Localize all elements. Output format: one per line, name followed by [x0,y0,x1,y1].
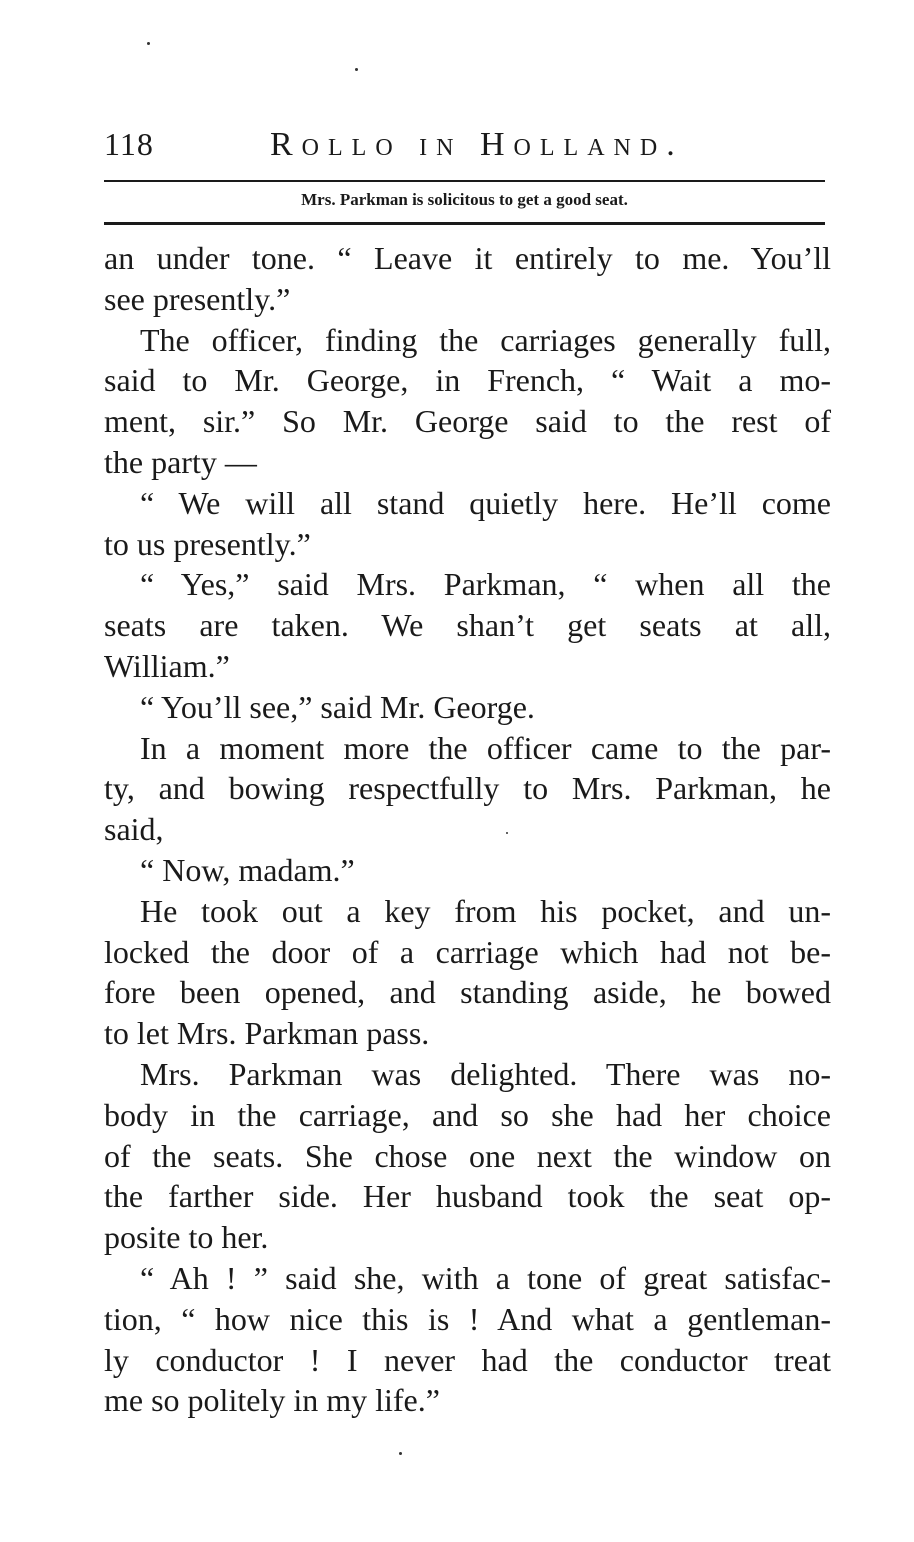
text-line: “ Now, madam.” [140,851,355,888]
page-number: 118 [104,126,154,162]
header-rule-top [104,180,825,182]
text-line: of the seats. She chose one next the window on [104,1137,831,1174]
print-speck [147,42,150,45]
text-line: seats are taken. We shan’t get seats at all, [104,607,831,644]
text-line: posite to her. [104,1219,269,1256]
text-line: tion, “ how nice this is ! And what a gentleman- [104,1300,831,1337]
header-rule-bottom [104,222,825,225]
text-line: said, [104,811,164,848]
text-line: ly conductor ! I never had the conductor treat [104,1341,831,1378]
text-line: the farther side. Her husband took the seat op- [104,1178,831,1215]
text-line: the party — [104,443,257,480]
page-subheading: Mrs. Parkman is solicitous to get a good seat. [301,190,628,209]
text-line: ment, sir.” So Mr. George said to the rest of [104,403,831,440]
running-head [104,126,824,166]
text-line: see presently.” [104,280,291,317]
text-line: to let Mrs. Parkman pass. [104,1015,430,1052]
print-speck [355,68,358,71]
text-line: body in the carriage, and so she had her choice [104,1096,831,1133]
text-line: locked the door of a carriage which had not be- [104,933,831,970]
text-line: William.” [104,647,230,684]
text-line: The officer, finding the carriages generally full, [140,321,831,358]
text-line: In a moment more the officer came to the par- [140,729,831,766]
print-speck [399,1452,402,1455]
text-line: fore been opened, and standing aside, he bowed [104,974,831,1011]
text-line: Mrs. Parkman was delighted. There was no- [140,1055,831,1092]
text-line: “ We will all stand quietly here. He’ll come [140,484,831,521]
running-title: Rollo in Holland. [270,126,684,163]
body-text [104,238,831,1421]
text-line: “ Yes,” said Mrs. Parkman, “ when all the [140,566,831,603]
text-line: He took out a key from his pocket, and un- [140,892,831,929]
text-line: to us presently.” [104,525,311,562]
text-line: “ You’ll see,” said Mr. George. [140,688,535,725]
text-line: me so politely in my life.” [104,1382,440,1419]
text-line: said to Mr. George, in French, “ Wait a mo- [104,362,831,399]
text-line: an under tone. “ Leave it entirely to me. You’ll [104,240,831,276]
text-line: ty, and bowing respectfully to Mrs. Parkman, he [104,770,831,807]
text-line: “ Ah ! ” said she, with a tone of great satisfac- [140,1259,831,1296]
